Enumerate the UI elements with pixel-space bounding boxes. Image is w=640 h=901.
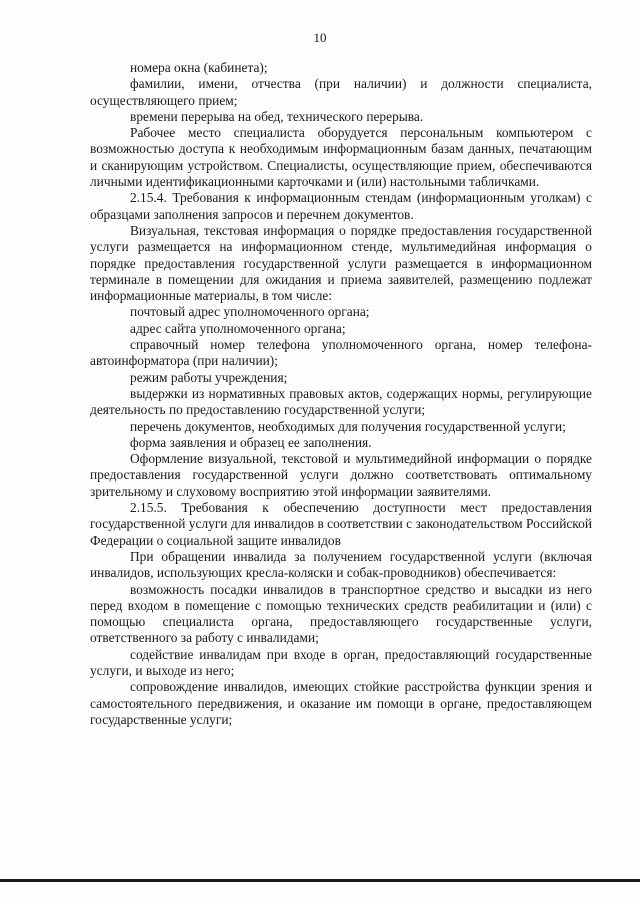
list-item: содействие инвалидам при входе в орган, предоставляющий государственные услуги, и выходе из него; (90, 646, 592, 678)
list-item: адрес сайта уполномоченного органа; (130, 320, 346, 336)
list-item: номера окна (кабинета); (130, 60, 268, 75)
list-item: возможность посадки инвалидов в транспортное средство и высадки из него перед входом в помещение с помощью технических средств реабилитации и (или) с помощью специалиста органа, предоставляющего государственные услуги, ответственного за работу с инвалидами; (90, 581, 592, 646)
list-item: фамилии, имени, отчества (при наличии) и должности специалиста, осуществляющего прием; (90, 76, 592, 108)
list-item: форма заявления и образец ее заполнения. (130, 434, 372, 450)
list-item: сопровождение инвалидов, имеющих стойкие расстройства функции зрения и самостоятельного передвижения, и оказание им помощи в органе, предоставляющем государственные услуги; (90, 679, 592, 727)
paragraph: При обращении инвалида за получением государственной услуги (включая инвалидов, использующих кресла-коляски и собак-проводников) обеспечивается: (90, 548, 592, 581)
paragraph: Рабочее место специалиста оборудуется персональным компьютером с возможностью доступа к необходимым информационным базам данных, печатающим и сканирующим устройством. Специалисты, осуществляющие прием, обеспечиваются личными идентификационными карточками и (или) настольными табличками. (90, 125, 592, 190)
section-heading-2-15-4: 2.15.4. Требования к информационным стендам (информационным уголкам) с образцами заполнения запросов и перечнем документов. (90, 190, 592, 222)
list-item: времени перерыва на обед, технического перерыва. (130, 108, 424, 124)
document-body (90, 60, 592, 728)
paragraph: Визуальная, текстовая информация о порядке предоставления государственной услуги размещается на информационном стенде, мультимедийная информация о порядке предоставления государственной услуги размещается в информационном терминале в помещении для ожидания и приема заявителей, размещению подлежат информационные материалы, в том числе: (90, 222, 592, 304)
list-item: справочный номер телефона уполномоченного органа, номер телефона-автоинформатора (при наличии); (90, 337, 592, 369)
list-item: режим работы учреждения; (130, 369, 288, 385)
paragraph: Оформление визуальной, текстовой и мультимедийной информации о порядке предоставления государственной услуги должно соответствовать оптимальному зрительному и слуховому восприятию этой информации заявителями. (90, 451, 592, 499)
list-item: перечень документов, необходимых для получения государственной услуги; (130, 418, 566, 434)
list-item: почтовый адрес уполномоченного органа; (130, 304, 370, 320)
list-item: выдержки из нормативных правовых актов, содержащих нормы, регулирующие деятельность по предоставлению государственной услуги; (90, 385, 592, 418)
section-heading-2-15-5: 2.15.5. Требования к обеспечению доступности мест предоставления государственной услуги для инвалидов в соответствии с законодательством Российской Федерации о социальной защите инвалидов (90, 500, 592, 548)
bottom-divider (0, 879, 640, 882)
page-number: 10 (313, 30, 327, 45)
